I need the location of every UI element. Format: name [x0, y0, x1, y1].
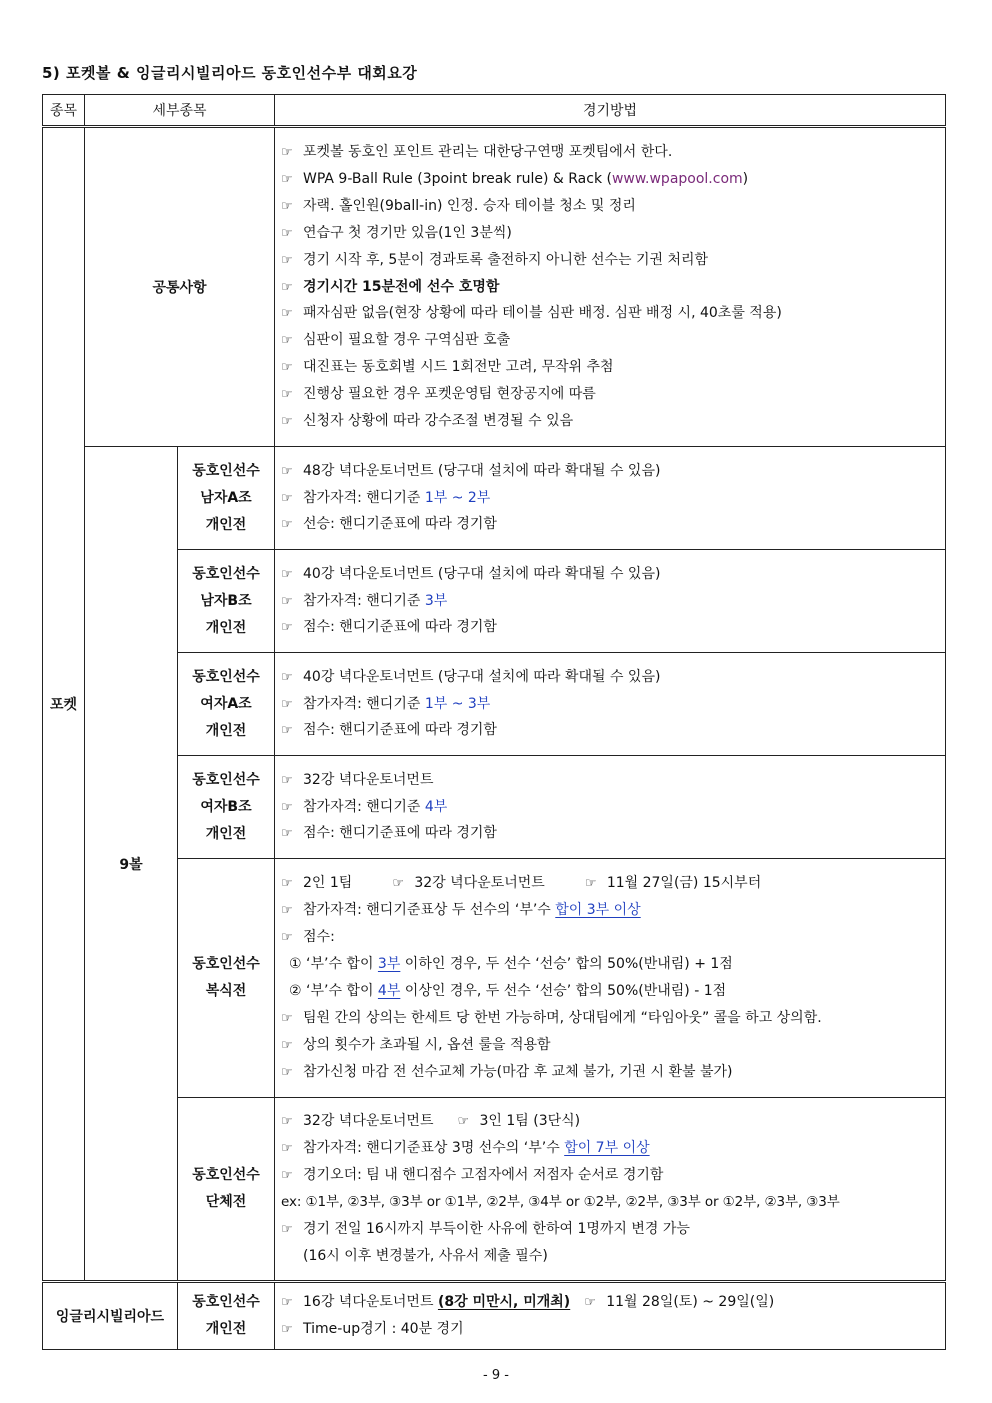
rule-text: ② ‘부’수 합이 [289, 983, 378, 999]
men-b-label [178, 550, 275, 653]
tournament-rules-table [42, 94, 946, 1350]
header-sub-category: 세부종목 [85, 95, 275, 127]
rule-line: ☞ 40강 녁다운토너먼트 (당구대 설치에 따라 확대될 수 있음) [281, 561, 939, 588]
page-number: - 9 - [483, 1368, 509, 1383]
label-line: 개인전 [205, 1320, 247, 1337]
rule-text: 참가자격: 핸디기준 [303, 489, 425, 506]
rule-text: 참가자격: 핸디기준 [303, 695, 425, 712]
women-b-rules [275, 756, 946, 859]
rule-line [281, 588, 939, 615]
rule-line: ☞ 40강 녁다운토너먼트 (당구대 설치에 따라 확대될 수 있음) [281, 664, 939, 691]
row-doubles [43, 859, 946, 1098]
division-value: 3부 [377, 956, 401, 973]
common-rule [281, 166, 939, 193]
common-rule: ☞ 패자심판 없음(현장 상황에 따라 테이블 심판 배정. 심판 배정 시, 40초룰 적용) [281, 300, 939, 327]
rule-line: ex: ①1부, ②3부, ③3부 or ①1부, ②2부, ③4부 or ①2부, ②2부, ③3부 or ①2부, ②3부, ③3부 [281, 1194, 840, 1210]
common-rule: ☞ 자랙. 홀인원(9ball-in) 인정. 승자 테이블 청소 및 정리 [281, 193, 939, 220]
rule-text: ☞ 32강 녁다운토너먼트 [392, 875, 544, 891]
rule-text: 참가자격: 핸디기준표상 3명 선수의 ‘부’수 [303, 1140, 565, 1157]
label-line: 동호인선수 [192, 956, 260, 972]
division-range: 3부 [424, 592, 448, 609]
english-rules [275, 1282, 946, 1350]
rule-line: ☞ 경기 전일 16시까지 부득이한 사유에 한하여 1명까지 변경 가능 [281, 1216, 939, 1243]
label-line: 동호인선수 [192, 462, 260, 479]
rule-line: ☞ Time-up경기 : 40분 경기 [281, 1316, 939, 1343]
label-line: 동호인선수 [192, 1167, 260, 1183]
label-line: 개인전 [205, 516, 247, 533]
wpa-link[interactable]: www.wpapool.com [611, 170, 743, 187]
label-line: 개인전 [205, 825, 247, 842]
rule-text: ☞ 11월 28일(토) ~ 29일(일) [584, 1294, 774, 1310]
rule-text: ☞ 32강 녁다운토너먼트 [281, 1113, 433, 1129]
rule-text: ☞ 11월 27일(금) 15시부터 [585, 875, 761, 891]
rule-text: 이상인 경우, 두 선수 ‘선승’ 합의 50%(반내림) - 1점 [400, 983, 727, 999]
rule-line [281, 897, 939, 924]
division-range: 1부 ~ 2부 [424, 489, 491, 506]
rule-text: WPA 9-Ball Rule (3point break rule) & Rack ( [303, 170, 612, 187]
rule-line: ☞ 참가신청 마감 전 선수교체 가능(마감 후 교체 불가, 기권 시 환불 불가) [281, 1059, 939, 1086]
rule-line: ☞ 점수: 핸디기준표에 따라 경기함 [281, 820, 939, 847]
doubles-rules [275, 859, 946, 1098]
common-rule: ☞ 포켓볼 동호인 포인트 관리는 대한당구연맹 포켓팀에서 한다. [281, 139, 939, 166]
rule-line: ☞ 경기오더: 팀 내 핸디점수 고점자에서 저점자 순서로 경기함 [281, 1162, 939, 1189]
women-a-label [178, 653, 275, 756]
category-pocket: 포켓 [43, 127, 85, 1282]
label-line: 동호인선수 [192, 1293, 260, 1310]
label-line: 동호인선수 [192, 565, 260, 582]
rule-line [281, 691, 939, 718]
common-rule: ☞ 심판이 필요할 경우 구역심판 호출 [281, 327, 939, 354]
rule-line [281, 870, 939, 897]
rule-line: ☞ 점수: 핸디기준표에 따라 경기함 [281, 614, 939, 641]
common-rule: ☞ 연습구 첫 경기만 있음(1인 3분씩) [281, 220, 939, 247]
row-men-a [43, 447, 946, 550]
row-common [43, 127, 946, 447]
division-sum: 합이 7부 이상 [564, 1140, 650, 1157]
men-a-rules [275, 447, 946, 550]
common-rule: ☞ 진행상 필요한 경우 포켓운영팀 현장공지에 따름 [281, 381, 939, 408]
rule-line: ☞ 점수: 핸디기준표에 따라 경기함 [281, 717, 939, 744]
rule-line: ☞ 상의 횟수가 초과될 시, 옵션 룰을 적용함 [281, 1032, 939, 1059]
common-rule: ☞ 경기시간 15분전에 선수 호명함 [281, 274, 939, 301]
rule-text: ☞ 3인 1팀 (3단식) [457, 1113, 580, 1129]
doubles-label [178, 859, 275, 1098]
common-rules [275, 127, 946, 447]
rule-text: 이하인 경우, 두 선수 ‘선승’ 합의 50%(반내림) + 1점 [400, 956, 733, 973]
rule-line: ☞ 팀원 간의 상의는 한세트 당 한번 가능하며, 상대팀에게 “타임아웃” 콜을 하고 상의함. [281, 1005, 939, 1032]
women-a-rules [275, 653, 946, 756]
common-rule: ☞ 경기 시작 후, 5분이 경과토록 출전하지 아니한 선수는 기권 처리함 [281, 247, 939, 274]
rule-line: ☞ 선승: 핸디기준표에 따라 경기함 [281, 511, 939, 538]
rule-line [281, 951, 939, 978]
category-english: 잉글리시빌리아드 [43, 1282, 178, 1350]
row-women-a [43, 653, 946, 756]
english-sub-label [178, 1282, 275, 1350]
row-men-b [43, 550, 946, 653]
header-row [43, 95, 946, 127]
rule-line: (16시 이후 변경불가, 사유서 제출 필수) [303, 1247, 548, 1264]
rule-line: ☞ 점수: [281, 924, 939, 951]
label-line: 동호인선수 [192, 668, 260, 685]
rule-line [281, 485, 939, 512]
label-line: 개인전 [205, 619, 247, 636]
rule-text: 참가자격: 핸디기준 [303, 798, 425, 815]
rule-text: ☞ 2인 1팀 [281, 875, 352, 891]
rule-line: ☞ 32강 녁다운토너먼트 [281, 767, 939, 794]
team-rules [275, 1098, 946, 1282]
rule-text: ) [742, 170, 749, 187]
header-category: 종목 [43, 95, 85, 127]
label-line: 복식전 [205, 983, 247, 999]
common-rule: ☞ 대진표는 동호회별 시드 1회전만 고려, 무작위 추첨 [281, 354, 939, 381]
label-line: 여자A조 [200, 695, 252, 712]
section-heading: 5) 포켓볼 & 잉글리시빌리아드 동호인선수부 대회요강 [42, 64, 418, 82]
women-b-label [178, 756, 275, 859]
common-label: 공통사항 [85, 127, 275, 447]
rule-text: ☞ 16강 녁다운토너먼트 [281, 1294, 438, 1310]
division-range: 1부 ~ 3부 [424, 695, 491, 712]
men-b-rules [275, 550, 946, 653]
nine-ball-label: 9볼 [85, 447, 178, 1282]
men-a-label [178, 447, 275, 550]
label-line: 남자B조 [200, 592, 252, 609]
label-line: 개인전 [205, 722, 247, 739]
division-range: 4부 [424, 798, 448, 815]
rule-line [281, 1108, 939, 1135]
label-line: 여자B조 [200, 798, 252, 815]
row-women-b [43, 756, 946, 859]
rule-text: 참가자격: 핸디기준표상 두 선수의 ‘부’수 [303, 902, 556, 919]
label-line: 단체전 [205, 1194, 247, 1210]
rule-line [281, 978, 939, 1005]
rule-line [281, 1135, 939, 1162]
rule-line: ☞ 48강 녁다운토너먼트 (당구대 설치에 따라 확대될 수 있음) [281, 458, 939, 485]
division-sum: 합이 3부 이상 [555, 902, 641, 919]
rule-text: ① ‘부’수 합이 [289, 956, 378, 973]
division-value: 4부 [377, 983, 401, 999]
row-english [43, 1282, 946, 1350]
label-line: 동호인선수 [192, 771, 260, 788]
rule-line [281, 1289, 939, 1316]
common-rule: ☞ 신청자 상황에 따라 강수조절 변경될 수 있음 [281, 408, 939, 435]
row-team [43, 1098, 946, 1282]
rule-text: 참가자격: 핸디기준 [303, 592, 425, 609]
label-line: 남자A조 [200, 489, 252, 506]
header-method: 경기방법 [275, 95, 946, 127]
team-label [178, 1098, 275, 1282]
cancel-condition: (8강 미만시, 미개최) [437, 1294, 571, 1310]
rule-line [281, 794, 939, 821]
